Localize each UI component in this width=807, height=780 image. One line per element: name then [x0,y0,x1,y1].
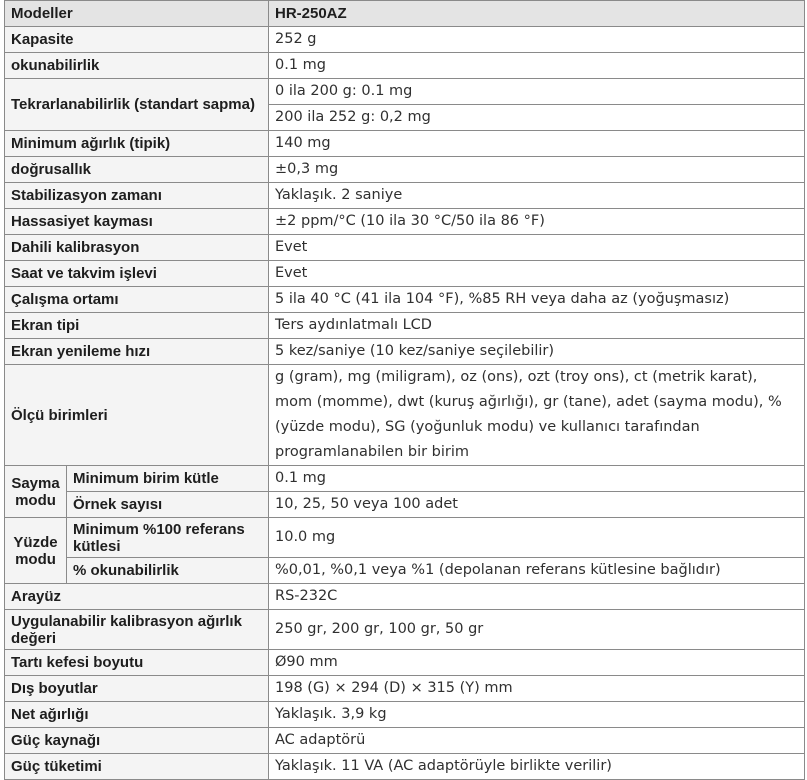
table-row [5,131,805,157]
table-row [5,650,805,676]
row-label: Tekrarlanabilirlik (standart sapma) [5,79,269,131]
table-row [5,313,805,339]
row-label: Dahili kalibrasyon [5,235,269,261]
row-value: 0.1 mg [269,53,805,79]
row-value: 10, 25, 50 veya 100 adet [269,492,805,518]
row-label: doğrusallık [5,157,269,183]
row-label: Tartı kefesi boyutu [5,650,269,676]
table-row [5,157,805,183]
table-row [5,365,805,466]
row-value: Evet [269,235,805,261]
row-label: Ekran tipi [5,313,269,339]
row-value: Evet [269,261,805,287]
row-value: 200 ila 252 g: 0,2 mg [269,105,805,131]
row-value: 0 ila 200 g: 0.1 mg [269,79,805,105]
row-value: 5 ila 40 °C (41 ila 104 °F), %85 RH veya daha az (yoğuşmasız) [269,287,805,313]
row-value: Yaklaşık. 3,9 kg [269,702,805,728]
table-row [5,492,805,518]
row-value: 0.1 mg [269,466,805,492]
row-label: Net ağırlığı [5,702,269,728]
table-row [5,1,805,27]
table-row [5,235,805,261]
table-row [5,558,805,584]
spec-table [4,0,805,780]
row-value: Ø90 mm [269,650,805,676]
row-label: Uygulanabilir kalibrasyon ağırlık değeri [5,610,269,650]
row-value: 250 gr, 200 gr, 100 gr, 50 gr [269,610,805,650]
row-label: Stabilizasyon zamanı [5,183,269,209]
row-label: Hassasiyet kayması [5,209,269,235]
group-label: Yüzde modu [5,518,67,584]
row-label: Güç kaynağı [5,728,269,754]
sub-label: Örnek sayısı [67,492,269,518]
table-row [5,339,805,365]
table-row [5,183,805,209]
row-value: RS-232C [269,584,805,610]
row-value: AC adaptörü [269,728,805,754]
row-value: %0,01, %0,1 veya %1 (depolanan referans kütlesine bağlıdır) [269,558,805,584]
table-row [5,287,805,313]
sub-label: % okunabilirlik [67,558,269,584]
row-label: Çalışma ortamı [5,287,269,313]
row-value: Yaklaşık. 11 VA (AC adaptörüyle birlikte verilir) [269,754,805,780]
row-label: Saat ve takvim işlevi [5,261,269,287]
table-row [5,27,805,53]
table-row [5,466,805,492]
table-row [5,209,805,235]
row-value: 198 (G) × 294 (D) × 315 (Y) mm [269,676,805,702]
group-label: Sayma modu [5,466,67,518]
row-value: g (gram), mg (miligram), oz (ons), ozt (troy ons), ct (metrik karat), mom (momme), dwt (kuruş ağırlığı), gr (tane), adet (sayma modu), % (yüzde modu), SG (yoğunluk modu) ve kullanıcı tarafından programlanabilen bir birim [269,365,805,466]
row-value: ±0,3 mg [269,157,805,183]
row-label: Ölçü birimleri [5,365,269,466]
row-value: Yaklaşık. 2 saniye [269,183,805,209]
table-row [5,518,805,558]
row-value: 10.0 mg [269,518,805,558]
row-value: 5 kez/saniye (10 kez/saniye seçilebilir) [269,339,805,365]
row-value: ±2 ppm/°C (10 ila 30 °C/50 ila 86 °F) [269,209,805,235]
table-row [5,610,805,650]
row-label: okunabilirlik [5,53,269,79]
row-value: HR-250AZ [269,1,805,27]
table-row [5,79,805,105]
sub-label: Minimum birim kütle [67,466,269,492]
row-label: Arayüz [5,584,269,610]
table-row [5,728,805,754]
table-row [5,53,805,79]
table-row [5,676,805,702]
row-value: Ters aydınlatmalı LCD [269,313,805,339]
row-label: Dış boyutlar [5,676,269,702]
row-label: Güç tüketimi [5,754,269,780]
table-row [5,584,805,610]
table-row [5,261,805,287]
row-label: Ekran yenileme hızı [5,339,269,365]
row-value: 140 mg [269,131,805,157]
row-value: 252 g [269,27,805,53]
row-label: Minimum ağırlık (tipik) [5,131,269,157]
row-label: Kapasite [5,27,269,53]
table-row [5,702,805,728]
sub-label: Minimum %100 referans kütlesi [67,518,269,558]
table-row [5,754,805,780]
row-label: Modeller [5,1,269,27]
